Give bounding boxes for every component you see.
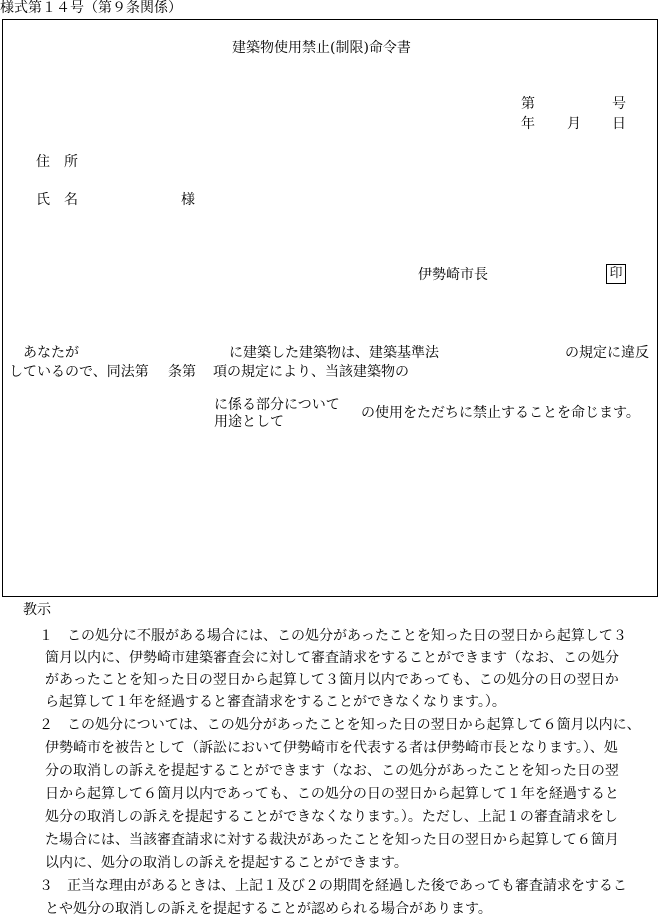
instruction-2-line: 伊勢崎市を被告として（訴訟において伊勢崎市を代表する者は伊勢崎市長となります。）、処 (45, 740, 618, 756)
date-year: 年 (521, 116, 535, 132)
date-month: 月 (567, 116, 581, 132)
instruction-1-line: この処分に不服がある場合には、この処分があったことを知った日の翌日から起算して３ (67, 628, 627, 644)
instruction-2-line: 以内に、処分の取消しの訴えを提起することができます。 (45, 855, 408, 871)
body-line3-c: の使用をただちに禁止することを命じます。 (361, 405, 640, 421)
instructions-heading: 教示 (23, 602, 51, 618)
instruction-2-line: 日から起算して６箇月以内であっても、この処分の日の翌日から起算して１年を経過すると (45, 786, 619, 802)
doc-no-go: 号 (612, 96, 626, 112)
instruction-1-number: １ (39, 628, 53, 644)
instruction-1-line: ら起算して１年を経過すると審査請求をすることができなくなります。）。 (45, 694, 506, 710)
issuer-title: 伊勢崎市長 (418, 267, 488, 283)
seal-mark: 印 (606, 264, 626, 284)
instruction-1-line: 箇月以内に、伊勢崎市建築審査会に対して審査請求をすることができます（なお、この処分 (45, 650, 619, 666)
instruction-2-line: 分の取消しの訴えを提起することができます（なお、この処分があったことを知った日の翌 (45, 763, 619, 779)
instruction-2-line: この処分については、この処分があったことを知った日の翌日から起算して６箇月以内に、 (67, 717, 641, 733)
name-label: 氏 名 (36, 192, 78, 208)
body-line1-c: の規定に違反 (565, 345, 649, 361)
body-line1-b: に建築した建築物は、建築基準法 (229, 345, 439, 361)
honorific-sama: 様 (181, 192, 195, 208)
instruction-3-number: ３ (39, 878, 53, 894)
body-line2-a: しているので、同法第 (9, 364, 149, 380)
order-form-frame (2, 19, 658, 597)
form-number: 様式第１４号（第９条関係） (0, 0, 182, 16)
doc-no-dai: 第 (521, 96, 535, 112)
instruction-3-line: 正当な理由があるときは、上記１及び２の期間を経過した後であっても審査請求をするこ (67, 878, 627, 894)
address-label: 住 所 (36, 154, 78, 170)
body-line1-a: あなたが (23, 345, 79, 361)
instruction-2-line: 処分の取消しの訴えを提起することができなくなります。）。ただし、上記１の審査請求をし (45, 809, 618, 825)
body-line3-b: 用途として (214, 414, 284, 430)
body-line3-a: に係る部分について (214, 397, 340, 413)
instruction-3-line: とや処分の取消しの訴えを提起することが認められる場合があります。 (45, 901, 492, 917)
date-day: 日 (612, 116, 626, 132)
instruction-2-line: た場合には、当該審査請求に対する裁決があったことを知った日の翌日から起算して６箇月 (45, 832, 619, 848)
instruction-2-number: ２ (39, 717, 53, 733)
body-line2-b: 条第 (168, 364, 196, 380)
instruction-1-line: があったことを知った日の翌日から起算して３箇月以内であっても、この処分の日の翌日か (45, 672, 619, 688)
document-title: 建築物使用禁止(制限)命令書 (232, 40, 411, 56)
body-line2-c: 項の規定により、当該建築物の (213, 364, 409, 380)
